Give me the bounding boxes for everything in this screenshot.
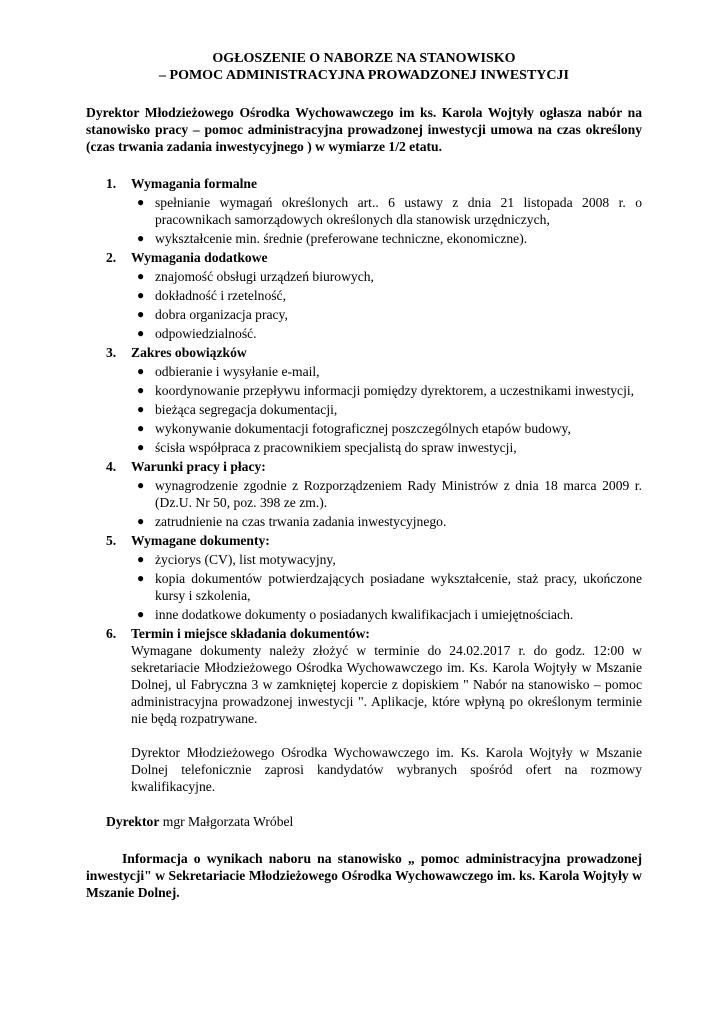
section-3: [86, 344, 642, 456]
section-number: 2.: [106, 250, 117, 265]
sections-list: [86, 175, 642, 795]
director-signature: [106, 813, 642, 830]
bullet-list: [131, 477, 642, 530]
list-item: [131, 570, 642, 604]
interview-paragraph: Dyrektor Młodzieżowego Ośrodka Wychowawczego im. Ks. Karola Wojtyły w Mszanie Dolnej telefonicznie zaprosi kandydatów wybranych spośród ofert na rozmowy kwalifikacyjne.: [131, 745, 642, 794]
list-item: [131, 287, 642, 304]
section-title: Warunki pracy i płacy:: [131, 459, 266, 474]
bullet-icon: ●: [137, 364, 145, 378]
list-item-text: odpowiedzialność.: [155, 326, 257, 341]
list-item-text: zatrudnienie na czas trwania zadania inwestycyjnego.: [155, 514, 447, 529]
section-5: [86, 532, 642, 623]
list-item-text: kopia dokumentów potwierdzających posiadane wykształcenie, staż pracy, ukończone kursy i szkolenia,: [155, 571, 642, 603]
list-item-text: dobra organizacja pracy,: [155, 307, 288, 322]
section-title: Wymagania formalne: [131, 176, 257, 191]
list-item-text: spełnianie wymagań określonych art.. 6 ustawy z dnia 21 listopada 2008 r. o pracownikach samorządowych określonych dla stanowisk urzędniczych,: [155, 195, 642, 227]
director-label: Dyrektor: [106, 814, 160, 829]
submission-paragraph: Wymagane dokumenty należy złożyć w terminie do 24.02.2017 r. do godz. 12:00 w sekretariacie Młodzieżowego Ośrodka Wychowawczego im. Ks. Karola Wojtyły w Mszanie Dolnej, ul Fabryczna 3 w zamkniętej kopercie z dopiskiem " Nabór na stanowisko – pomoc administracyjna prowadzonej inwestycji ". Aplikacje, które wpłyną po określonym terminie nie będą rozpatrywane.: [131, 643, 642, 726]
bullet-icon: ●: [137, 307, 145, 321]
document-page: [86, 50, 642, 901]
list-item-text: wykształcenie min. średnie (preferowane techniczne, ekonomiczne).: [155, 231, 528, 246]
bullet-icon: ●: [137, 326, 145, 340]
list-item-text: bieżąca segregacja dokumentacji,: [155, 402, 338, 417]
list-item-text: odbieranie i wysyłanie e-mail,: [155, 364, 320, 379]
bullet-icon: ●: [137, 571, 145, 585]
bullet-icon: ●: [137, 421, 145, 435]
bullet-list: [131, 268, 642, 342]
list-item: [131, 551, 642, 568]
intro-paragraph: Dyrektor Młodzieżowego Ośrodka Wychowawczego im ks. Karola Wojtyły ogłasza nabór na stanowisko pracy – pomoc administracyjna prowadzonej inwestycji umowa na czas określony (czas trwania zadania inwestycyjnego ) w wymiarze 1/2 etatu.: [86, 105, 642, 154]
list-item-text: dokładność i rzetelność,: [155, 288, 286, 303]
section-title: Wymagane dokumenty:: [131, 533, 270, 548]
list-item-text: koordynowanie przepływu informacji pomiędzy dyrektorem, a uczestnikami inwestycji,: [155, 383, 635, 398]
list-item-text: życiorys (CV), list motywacyjny,: [155, 552, 336, 567]
director-name: mgr Małgorzata Wróbel: [159, 814, 294, 829]
bullet-icon: ●: [137, 402, 145, 416]
list-item: [131, 401, 642, 418]
section-1: [86, 175, 642, 247]
list-item: [131, 363, 642, 380]
section-number: 1.: [106, 176, 117, 191]
bullet-icon: ●: [137, 288, 145, 302]
list-item: [131, 325, 642, 342]
list-item-text: wykonywanie dokumentacji fotograficznej poszczególnych etapów budowy,: [155, 421, 571, 436]
bullet-list: [131, 363, 642, 456]
results-info-paragraph: Informacja o wynikach naboru na stanowisko „ pomoc administracyjna prowadzonej inwestycji" w Sekretariacie Młodzieżowego Ośrodka Wychowawczego im. ks. Karola Wojtyły w Mszanie Dolnej.: [86, 851, 642, 900]
bullet-icon: ●: [137, 607, 145, 621]
title-line-2: – POMOC ADMINISTRACYJNA PROWADZONEJ INWESTYCJI: [159, 68, 569, 83]
list-item-text: inne dodatkowe dokumenty o posiadanych kwalifikacjach i umiejętnościach.: [155, 607, 574, 622]
bullet-icon: ●: [137, 383, 145, 397]
list-item-text: ścisła współpraca z pracownikiem specjalistą do spraw inwestycji,: [155, 440, 517, 455]
list-item: [131, 477, 642, 511]
section-6: [86, 625, 642, 795]
bullet-list: [131, 194, 642, 247]
list-item: [131, 439, 642, 456]
bullet-icon: ●: [137, 440, 145, 454]
section-number: 3.: [106, 345, 117, 360]
bullet-icon: ●: [137, 478, 145, 492]
section-4: [86, 458, 642, 530]
list-item: [131, 306, 642, 323]
list-item: [131, 420, 642, 437]
section-2: [86, 249, 642, 342]
list-item: [131, 194, 642, 228]
section-number: 4.: [106, 459, 117, 474]
list-item-text: znajomość obsługi urządzeń biurowych,: [155, 269, 374, 284]
list-item: [131, 268, 642, 285]
section-number: 5.: [106, 533, 117, 548]
title-line-1: OGŁOSZENIE O NABORZE NA STANOWISKO: [212, 51, 516, 66]
bullet-list: [131, 551, 642, 623]
bullet-icon: ●: [137, 552, 145, 566]
list-item: [131, 513, 642, 530]
section-title: Wymagania dodatkowe: [131, 250, 268, 265]
section-number: 6.: [106, 626, 117, 641]
bullet-icon: ●: [137, 195, 145, 209]
bullet-icon: ●: [137, 514, 145, 528]
section-title: Termin i miejsce składania dokumentów:: [131, 626, 370, 641]
section-title: Zakres obowiązków: [131, 345, 247, 360]
list-item: [131, 606, 642, 623]
list-item-text: wynagrodzenie zgodnie z Rozporządzeniem Rady Ministrów z dnia 18 marca 2009 r. (Dz.U. Nr 50, poz. 398 ze zm.).: [155, 478, 642, 510]
list-item: [131, 382, 642, 399]
document-title: [86, 50, 642, 84]
list-item: [131, 230, 642, 247]
bullet-icon: ●: [137, 231, 145, 245]
bullet-icon: ●: [137, 269, 145, 283]
